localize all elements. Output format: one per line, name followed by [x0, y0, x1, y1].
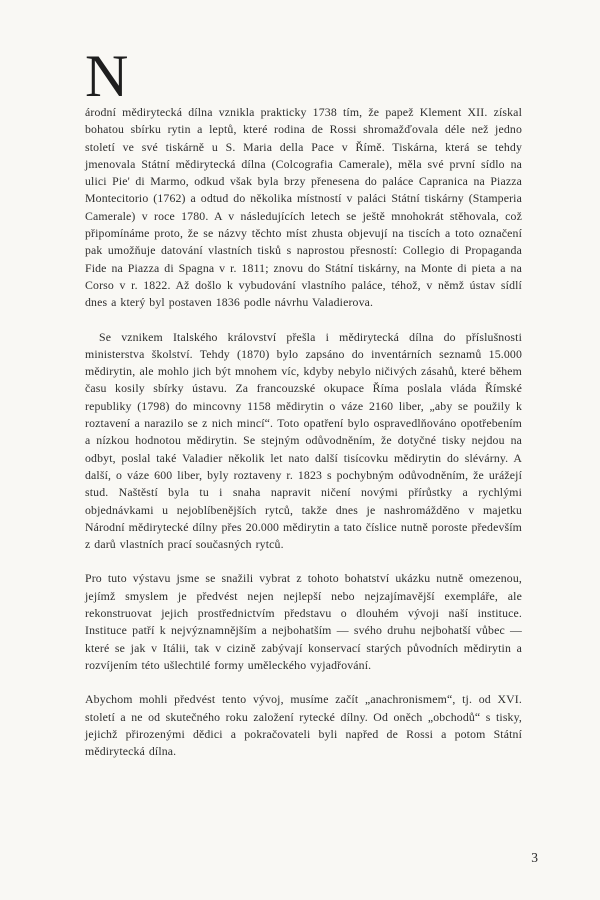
paragraph: Se vznikem Italského království přešla i mědirytecká dílna do příslušnosti ministerstva školství. Tehdy (1870) bylo zapsáno do inventárních seznamů 15.000 mědirytin, ale mohlo jich být mnohem víc, kdyby nebylo ničivých zásahů, které během času kosily sbírky ústavu. Za francouzské okupace Říma poslala vláda Římské republiky (1798) do mincovny 1158 mědirytin o váze 2160 liber, „aby se použily k roztavení a narazilo se z nich mincí“. Toto opatření bylo ospravedlňováno opotřebením a nízkou hodnotou mědirytin. Se stejným odůvodněním, že dotyčné tisky nejdou na odbyt, poslal také Valadier několik let nato další tisícovku mědirytin do slévárny. A další, o váze 600 liber, byly roztaveny r. 1823 s pochybným odůvodněním, že urážejí stud. Naštěstí byla tu i snaha napravit ničení novými přírůstky a rychlými objednávkami u nejoblíbenějších rytců, takže dnes je nashromážděno v majetku Národní mědirytecké dílny přes 20.000 mědirytin a tato číslice nutně poroste především z darů vlastních prací současných rytců. — [85, 329, 522, 552]
paragraph: árodní mědirytecká dílna vznikla prakticky 1738 tím, že papež Klement XII. získal bohatou sbírku rytin a leptů, které rodina de Rossi shromažďovala déle než jedno století ve své tiskárně u S. Maria della Pace v Římě. Tiskárna, která se tehdy jmenovala Státní mědirytecká dílna (Colcografia Camerale), měla své první sídlo na ulici Pie' di Marmo, odkud však byla brzy přenesena do paláce Capranica na Piazza Montecitorio (1762) a odtud do několika místností v paláci Státní tiskárny (Stamperia Camerale) v roce 1780. A v následujících letech se ještě mnohokrát stěhovala, což připomínáme proto, že se názvy těchto míst zhusta objevují na tiscích a toto označení pak umožňuje datování vlastních tisků s naprostou přesností: Collegio di Propaganda Fide na Piazza di Spagna v r. 1811; znovu do Státní tiskárny, na Monte di pieta a na Corso v r. 1822. Až došlo k vybudování vlastního paláce, téhož, v němž ústav sídlí dnes a který byl postaven 1836 podle návrhu Valadierova. — [85, 105, 522, 310]
page-number: 3 — [531, 850, 538, 865]
paragraph: Pro tuto výstavu jsme se snažili vybrat z tohoto bohatství ukázku nutně omezenou, jejímž smyslem je předvést nejen nejlepší nebo nejzajímavější exempláře, ale rekonstruovat jejich prostřednictvím představu o dlouhém vývoji naší instituce. Instituce patří k nejvýznamnějším a nejbohatším — svého druhu nejbohatší vůbec — které se jak v Itálii, tak v cizině zabývají konservací starých původních mědirytin a rozvíjením této ušlechtilé formy uměleckého vyjadřování. — [85, 571, 522, 672]
drop-cap-initial: N — [85, 43, 129, 109]
text-block — [85, 43, 522, 777]
paragraph: Abychom mohli předvést tento vývoj, musíme začít „anachronismem“, tj. od XVI. století a ne od skutečného roku založení rytecké dílny. Od oněch „obchodů“ s tisky, jejichž přirozenými dědici a pokračovateli byli napřed de Rossi a potom Státní mědirytecká dílna. — [85, 692, 522, 759]
